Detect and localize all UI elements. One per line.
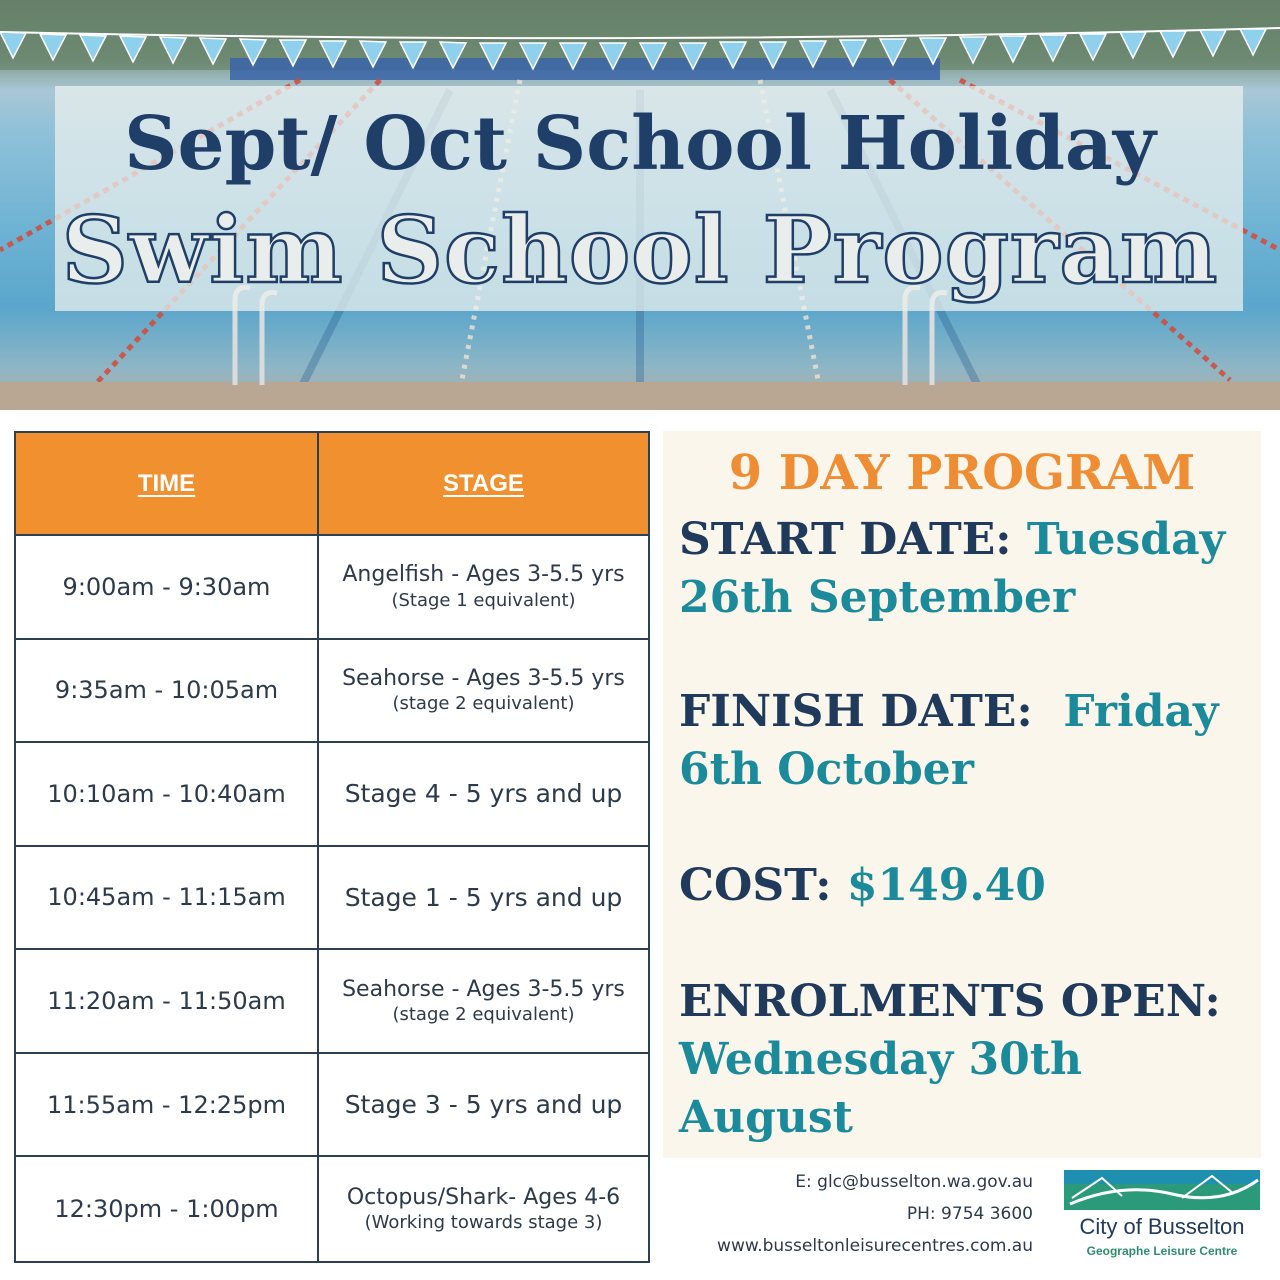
centre-name: Geographe Leisure Centre: [1086, 1244, 1238, 1258]
enrolments-date-line1: Wednesday 30th: [679, 1034, 1083, 1085]
table-row-stage: [319, 743, 648, 847]
program-title: 9 DAY PROGRAM: [728, 445, 1196, 501]
start-date-day: Tuesday: [1026, 514, 1226, 565]
stage-name: Stage 4 - 5 yrs and up: [344, 779, 623, 809]
stage-name: Seahorse - Ages 3-5.5 yrs: [342, 976, 625, 1002]
stage-column-header: STAGE: [319, 433, 648, 536]
schedule-table: [14, 431, 650, 1263]
table-row-time: [16, 847, 319, 951]
start-date-label: START DATE:: [679, 514, 1012, 565]
start-date-value: 26th September: [679, 572, 1076, 623]
time-slot: 11:55am - 12:25pm: [47, 1090, 286, 1119]
cost-label: COST:: [679, 860, 832, 911]
contact-details: [663, 1166, 1033, 1262]
table-row-stage: [319, 1157, 648, 1261]
stage-note: (stage 2 equivalent): [392, 1004, 575, 1026]
program-info-panel: [663, 431, 1261, 1158]
table-row-time: [16, 640, 319, 744]
contact-email[interactable]: E: glc@busselton.wa.gov.au: [795, 1172, 1033, 1192]
city-of-busselton-logo: [1058, 1168, 1266, 1268]
enrolments-date-line2: August: [679, 1092, 853, 1143]
stage-name: Octopus/Shark- Ages 4-6: [346, 1184, 621, 1210]
table-row-stage: [319, 640, 648, 744]
time-slot: 11:20am - 11:50am: [47, 987, 286, 1016]
time-slot: 12:30pm - 1:00pm: [54, 1195, 279, 1224]
finish-date-value: 6th October: [679, 744, 974, 795]
enrolments-block: [679, 973, 1259, 1147]
wave-logo-icon: [1062, 1168, 1262, 1212]
page-title: Sept/ Oct School Holiday: [124, 101, 1156, 187]
table-row-time: [16, 1157, 319, 1261]
table-row-stage: [319, 847, 648, 951]
finish-date-block: [679, 683, 1259, 799]
table-row-time: [16, 743, 319, 847]
enrolments-label: ENROLMENTS OPEN:: [679, 976, 1221, 1027]
table-row-time: [16, 1054, 319, 1158]
organisation-name: City of Busselton: [1079, 1214, 1245, 1239]
stage-note: (Stage 1 equivalent): [391, 589, 576, 611]
table-row-stage: [319, 536, 648, 640]
contact-website[interactable]: www.busseltonleisurecentres.com.au: [717, 1236, 1033, 1256]
stage-name: Stage 3 - 5 yrs and up: [344, 1090, 623, 1120]
stage-note: (Working towards stage 3): [364, 1212, 603, 1234]
start-date-block: [679, 511, 1259, 627]
stage-name: Angelfish - Ages 3-5.5 yrs: [342, 562, 625, 588]
stage-name: Stage 1 - 5 yrs and up: [344, 882, 623, 912]
time-slot: 9:35am - 10:05am: [54, 676, 279, 705]
page-subtitle: Swim School Program: [61, 196, 1219, 304]
time-slot: 9:00am - 9:30am: [62, 572, 271, 601]
time-column-header: TIME: [16, 433, 319, 536]
cost-block: [679, 857, 1259, 915]
contact-phone: PH: 9754 3600: [906, 1204, 1033, 1224]
time-slot: 10:45am - 11:15am: [47, 883, 286, 912]
stage-name: Seahorse - Ages 3-5.5 yrs: [342, 665, 625, 691]
table-row-stage: [319, 1054, 648, 1158]
finish-date-label: FINISH DATE:: [679, 686, 1033, 737]
stage-note: (stage 2 equivalent): [392, 693, 575, 715]
table-row-time: [16, 536, 319, 640]
bunting-decoration: [0, 0, 1280, 90]
time-slot: 10:10am - 10:40am: [47, 779, 286, 808]
table-row-stage: [319, 950, 648, 1054]
table-row-time: [16, 950, 319, 1054]
hero-banner: [0, 0, 1280, 410]
cost-value: $149.40: [846, 860, 1046, 911]
finish-date-day: Friday: [1063, 686, 1219, 737]
